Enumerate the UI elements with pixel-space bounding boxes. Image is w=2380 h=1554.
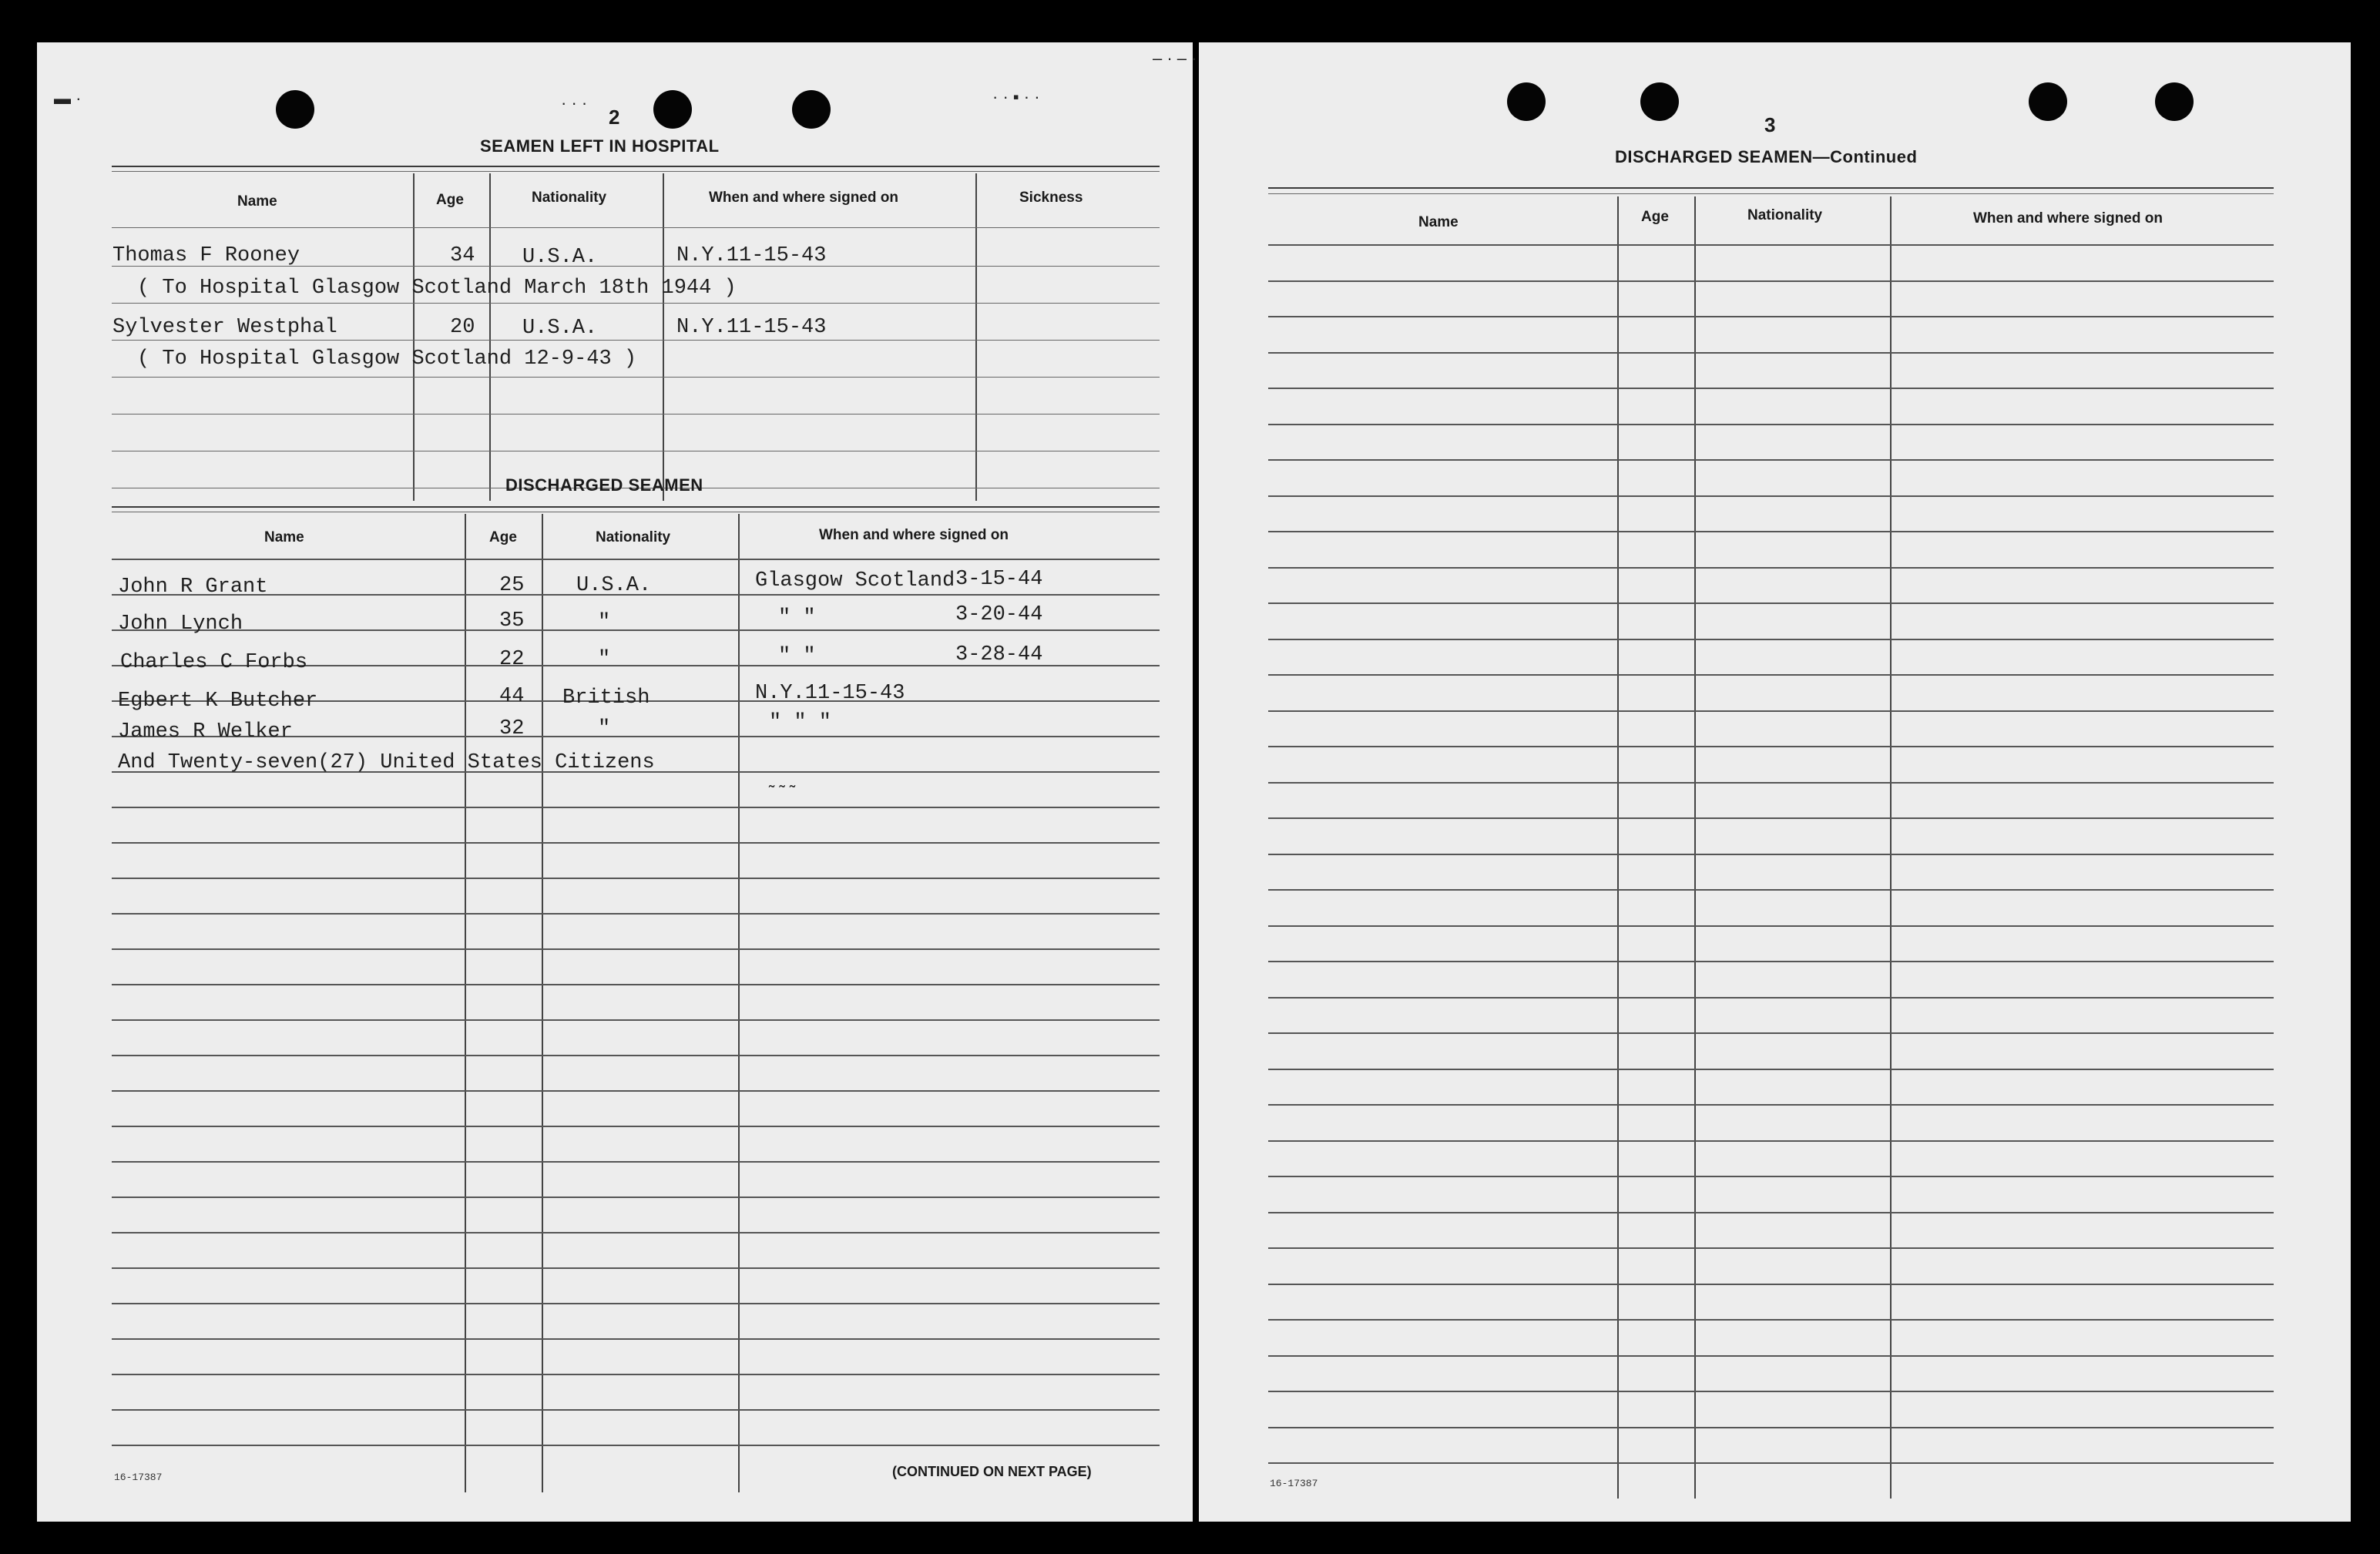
- col-header-nationality: Nationality: [532, 190, 607, 206]
- col-header-name: Name: [264, 529, 304, 545]
- col-header-age: Age: [1641, 209, 1669, 225]
- row-line: [1268, 746, 2274, 747]
- row-line: [1268, 1032, 2274, 1034]
- continued-footer: (CONTINUED ON NEXT PAGE): [892, 1464, 1092, 1479]
- column-divider: [1890, 196, 1892, 1499]
- ink-mark: · · ·: [561, 93, 588, 112]
- row-line: [1268, 639, 2274, 640]
- hospital-note: ( To Hospital Glasgow Scotland 12-9-43 ): [137, 347, 637, 371]
- discharged-place: " " ": [769, 711, 832, 734]
- row-line: [1268, 925, 2274, 927]
- col-header-sickness: Sickness: [1019, 190, 1083, 206]
- discharged-nationality: U.S.A.: [576, 574, 652, 597]
- row-line: [112, 1197, 1160, 1198]
- discharged-name: Egbert K Butcher: [118, 690, 318, 713]
- hospital-signed-on: N.Y.11-15-43: [676, 316, 827, 339]
- column-divider: [975, 173, 977, 501]
- row-line: [1268, 316, 2274, 317]
- rule: [1268, 187, 2274, 189]
- row-line: [112, 629, 1160, 631]
- row-line: [1268, 1212, 2274, 1213]
- discharged-date: 3-28-44: [955, 643, 1043, 666]
- row-line: [1268, 602, 2274, 604]
- ink-mark: · · ▪ · ·: [992, 87, 1040, 106]
- hospital-nationality: U.S.A.: [522, 317, 598, 340]
- row-line: [1268, 244, 2274, 246]
- discharged-place: " ": [778, 606, 816, 629]
- punch-hole: [1640, 82, 1679, 121]
- col-header-signed-on: When and where signed on: [819, 527, 1009, 543]
- row-line: [112, 807, 1160, 808]
- discharged-date: 3-15-44: [955, 568, 1043, 591]
- right-page: [1153, 42, 2351, 1522]
- row-line: [1268, 1319, 2274, 1321]
- row-line: [1268, 1247, 2274, 1249]
- row-line: [1268, 1069, 2274, 1070]
- row-line: [1268, 817, 2274, 819]
- row-line: [1268, 997, 2274, 999]
- punch-hole: [653, 90, 692, 129]
- punch-hole: [276, 90, 314, 129]
- col-header-signed-on: When and where signed on: [1973, 210, 2163, 227]
- row-line: [112, 1055, 1160, 1056]
- row-line: [112, 377, 1160, 378]
- ink-mark: ▬ ·: [54, 89, 82, 108]
- row-line: [1268, 710, 2274, 712]
- row-line: [1268, 854, 2274, 855]
- row-line: [1268, 889, 2274, 891]
- discharged-age: 25: [499, 574, 525, 597]
- row-line: [1268, 388, 2274, 389]
- discharged-name: Charles C Forbs: [120, 651, 308, 674]
- discharged-name: John Lynch: [118, 613, 243, 636]
- rule: [1268, 193, 2274, 194]
- hospital-age: 34: [450, 244, 475, 267]
- row-line: [1268, 567, 2274, 569]
- row-line: [1268, 495, 2274, 497]
- punch-hole: [2155, 82, 2194, 121]
- row-line: [1268, 1391, 2274, 1392]
- row-line: [1268, 1462, 2274, 1464]
- hospital-name: Sylvester Westphal: [112, 316, 337, 339]
- row-line: [112, 1090, 1160, 1092]
- discharged-age: 44: [499, 685, 525, 708]
- row-line: [112, 1019, 1160, 1021]
- row-line: [1268, 531, 2274, 532]
- row-line: [1268, 1427, 2274, 1428]
- hospital-name: Thomas F Rooney: [112, 244, 300, 267]
- row-line: [1268, 424, 2274, 425]
- column-divider: [1694, 196, 1696, 1499]
- punch-hole: [2029, 82, 2067, 121]
- row-line: [1268, 674, 2274, 676]
- discharged-age: 22: [499, 648, 525, 671]
- column-divider: [542, 514, 543, 1492]
- row-line: [112, 227, 1160, 228]
- row-line: [1268, 961, 2274, 962]
- row-line: [1268, 280, 2274, 282]
- row-line: [112, 1126, 1160, 1127]
- hospital-nationality: U.S.A.: [522, 246, 598, 269]
- row-line: [1268, 1284, 2274, 1285]
- column-divider: [413, 173, 415, 501]
- row-line: [1268, 782, 2274, 784]
- row-line: [112, 303, 1160, 304]
- row-line: [112, 414, 1160, 415]
- form-number: 16-17387: [114, 1472, 163, 1483]
- hospital-note: ( To Hospital Glasgow Scotland March 18th 1944 ): [137, 277, 737, 300]
- column-divider: [465, 514, 466, 1492]
- discharged-summary: And Twenty-seven(27) United States Citizens: [118, 751, 655, 774]
- ink-mark: ‒ · ‒ ·: [1153, 49, 1197, 68]
- column-divider: [489, 173, 491, 501]
- row-line: [1268, 1104, 2274, 1106]
- hospital-age: 20: [450, 316, 475, 339]
- row-line: [112, 1409, 1160, 1411]
- punch-hole: [1507, 82, 1546, 121]
- row-line: [112, 1303, 1160, 1304]
- row-line: [1268, 1140, 2274, 1142]
- discharged-place: N.Y.11-15-43: [755, 682, 905, 705]
- row-line: [112, 1161, 1160, 1163]
- col-header-name: Name: [1418, 214, 1459, 230]
- rule: [112, 506, 1160, 508]
- row-line: [112, 878, 1160, 879]
- discharged-date: 3-20-44: [955, 603, 1043, 626]
- row-line: [112, 984, 1160, 985]
- rule: [112, 166, 1160, 167]
- row-line: [1268, 1176, 2274, 1177]
- row-line: [112, 1374, 1160, 1375]
- left-page: [37, 42, 1193, 1522]
- discharged-section-title: DISCHARGED SEAMEN: [505, 475, 703, 495]
- discharged-name: John R Grant: [118, 576, 268, 599]
- discharged-nationality: ": [598, 717, 611, 740]
- col-header-nationality: Nationality: [596, 529, 671, 545]
- row-line: [112, 1232, 1160, 1233]
- hospital-signed-on: N.Y.11-15-43: [676, 244, 827, 267]
- discharged-name: James R Welker: [118, 720, 293, 743]
- discharged-nationality: ": [598, 648, 611, 671]
- col-header-age: Age: [436, 192, 464, 208]
- col-header-signed-on: When and where signed on: [709, 190, 898, 206]
- discharged-nationality: British: [562, 686, 650, 710]
- row-line: [112, 559, 1160, 560]
- punch-hole: [792, 90, 831, 129]
- row-line: [1268, 459, 2274, 461]
- hospital-section-title: SEAMEN LEFT IN HOSPITAL: [480, 136, 720, 156]
- col-header-name: Name: [237, 193, 277, 210]
- row-line: [1268, 352, 2274, 354]
- page-number: 3: [1764, 113, 1776, 136]
- row-line: [112, 1338, 1160, 1340]
- column-divider: [738, 514, 740, 1492]
- form-number: 16-17387: [1270, 1478, 1318, 1489]
- col-header-nationality: Nationality: [1747, 207, 1823, 223]
- row-line: [112, 1445, 1160, 1446]
- row-line: [112, 340, 1160, 341]
- col-header-age: Age: [489, 529, 517, 545]
- discharged-place: Glasgow Scotland: [755, 569, 955, 592]
- page-number: 2: [609, 106, 620, 129]
- row-line: [112, 948, 1160, 950]
- row-line: [112, 842, 1160, 844]
- discharged-age: 35: [499, 609, 525, 633]
- row-line: [112, 1267, 1160, 1269]
- row-line: [112, 913, 1160, 915]
- column-divider: [663, 173, 664, 501]
- discharged-nationality: ": [598, 611, 611, 634]
- discharged-place: " ": [778, 645, 816, 668]
- page-title: DISCHARGED SEAMEN—Continued: [1615, 147, 1918, 166]
- discharged-age: 32: [499, 717, 525, 740]
- ink-mark: ˜ ˜ ˜: [769, 782, 796, 801]
- column-divider: [1617, 196, 1619, 1499]
- rule: [112, 171, 1160, 172]
- row-line: [1268, 1355, 2274, 1357]
